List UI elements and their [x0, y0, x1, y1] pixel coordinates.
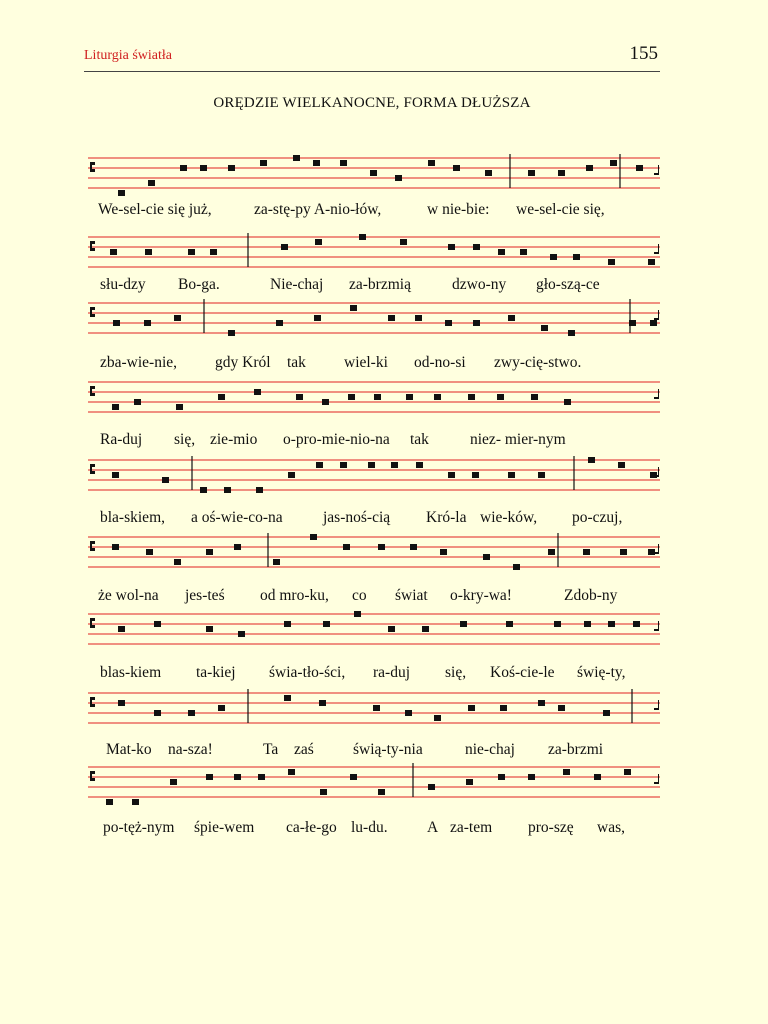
staff-system-2: [88, 236, 660, 276]
neume-punctum: [320, 789, 327, 795]
neume-punctum: [405, 710, 412, 716]
staff-system-4: [88, 381, 660, 421]
lyric-syllable-group: was,: [597, 819, 625, 836]
lyric-syllable-group: świę-ty,: [577, 664, 626, 681]
neume-punctum: [354, 611, 361, 617]
neume-punctum: [395, 175, 402, 181]
neume-punctum: [288, 472, 295, 478]
neume-punctum: [400, 239, 407, 245]
neume-punctum: [558, 705, 565, 711]
lyric-syllable-group: świat: [395, 587, 428, 604]
c-clef-icon: [90, 241, 95, 251]
neume-punctum: [483, 554, 490, 560]
staff-system-5: [88, 459, 660, 499]
lyric-syllable-group: ta-kiej: [196, 664, 236, 681]
neume-punctum: [276, 320, 283, 326]
running-header-section: Liturgia światła: [84, 48, 172, 63]
neume-punctum: [234, 774, 241, 780]
neume-punctum: [238, 631, 245, 637]
neume-punctum: [180, 165, 187, 171]
neume-punctum: [508, 315, 515, 321]
neume-punctum: [548, 549, 555, 555]
lyrics-line-1: [88, 201, 660, 225]
neume-punctum: [388, 315, 395, 321]
staff-system-1: [88, 157, 660, 197]
custos-icon: [654, 700, 659, 710]
lyric-syllable-group: zba-wie-nie,: [100, 354, 178, 371]
lyric-syllable-group: że wol-na: [98, 587, 159, 604]
neume-punctum: [200, 487, 207, 493]
lyrics-line-2: [88, 276, 660, 300]
neume-punctum: [218, 705, 225, 711]
lyric-syllable-group: świa-tło-ści,: [269, 664, 346, 681]
lyric-syllable-group: Bo-ga.: [178, 276, 220, 293]
lyric-syllable-group: lu-du.: [351, 819, 388, 836]
neume-punctum: [453, 165, 460, 171]
neume-punctum: [112, 472, 119, 478]
lyric-syllable-group: się,: [445, 664, 467, 681]
lyric-syllable-group: po-tęż-nym: [103, 819, 175, 836]
neume-punctum: [206, 626, 213, 632]
neume-punctum: [340, 462, 347, 468]
custos-icon: [654, 621, 659, 631]
neume-punctum: [506, 621, 513, 627]
custos-icon: [654, 774, 659, 784]
neume-punctum: [315, 239, 322, 245]
neume-punctum: [472, 472, 479, 478]
neume-punctum: [416, 462, 423, 468]
neume-punctum: [350, 305, 357, 311]
lyric-syllable-group: zwy-cię-stwo.: [494, 354, 582, 371]
lyric-syllable-group: Zdob-ny: [564, 587, 618, 604]
lyric-syllable-group: jas-noś-cią: [323, 509, 391, 526]
neume-punctum: [206, 774, 213, 780]
lyric-syllable-group: po-czuj,: [572, 509, 623, 526]
neume-punctum: [132, 799, 139, 805]
neume-punctum: [284, 695, 291, 701]
neume-punctum: [528, 774, 535, 780]
lyrics-line-8: [88, 741, 660, 765]
lyric-syllable-group: za-brzmi: [548, 741, 604, 758]
c-clef-icon: [90, 162, 95, 172]
neume-punctum: [373, 705, 380, 711]
neume-punctum: [434, 715, 441, 721]
neume-punctum: [176, 404, 183, 410]
neume-punctum: [313, 160, 320, 166]
neume-punctum: [584, 621, 591, 627]
page-number: 155: [629, 43, 658, 64]
c-clef-icon: [90, 771, 95, 781]
neume-punctum: [528, 170, 535, 176]
neume-punctum: [281, 244, 288, 250]
lyric-syllable-group: wie-ków,: [480, 509, 538, 526]
neume-punctum: [359, 234, 366, 240]
neume-punctum: [162, 477, 169, 483]
neume-punctum: [319, 700, 326, 706]
neume-punctum: [296, 394, 303, 400]
lyrics-line-4: [88, 431, 660, 455]
neume-punctum: [340, 160, 347, 166]
neume-punctum: [520, 249, 527, 255]
lyric-syllable-group: od mro-ku,: [260, 587, 329, 604]
neume-punctum: [316, 462, 323, 468]
lyric-syllable-group: Ra-duj: [100, 431, 143, 448]
lyric-syllable-group: gdy Król: [215, 354, 271, 371]
neume-punctum: [112, 544, 119, 550]
lyric-syllable-group: bla-skiem,: [100, 509, 165, 526]
custos-icon: [654, 244, 659, 254]
staff-system-6: [88, 536, 660, 576]
custos-icon: [654, 389, 659, 399]
lyric-syllable-group: od-no-si: [414, 354, 466, 371]
lyric-syllable-group: niez- mier-nym: [470, 431, 566, 448]
lyric-syllable-group: zie-mio: [210, 431, 258, 448]
neume-punctum: [500, 705, 507, 711]
neume-punctum: [288, 769, 295, 775]
neume-punctum: [188, 249, 195, 255]
neume-punctum: [497, 394, 504, 400]
neume-punctum: [415, 315, 422, 321]
neume-punctum: [440, 549, 447, 555]
neume-punctum: [170, 779, 177, 785]
lyrics-line-6: [88, 587, 660, 611]
neume-punctum: [106, 799, 113, 805]
neume-punctum: [374, 394, 381, 400]
neume-punctum: [323, 621, 330, 627]
header-divider: [84, 71, 660, 72]
neume-punctum: [422, 626, 429, 632]
neume-punctum: [256, 487, 263, 493]
neume-punctum: [293, 155, 300, 161]
lyrics-line-3: [88, 354, 660, 378]
neume-punctum: [573, 254, 580, 260]
neume-punctum: [564, 399, 571, 405]
neume-punctum: [508, 472, 515, 478]
lyric-syllable-group: ca-łe-go: [286, 819, 337, 836]
neume-punctum: [148, 180, 155, 186]
neume-punctum: [200, 165, 207, 171]
lyric-syllable-group: nie-chaj: [465, 741, 515, 758]
neume-punctum: [410, 544, 417, 550]
lyric-syllable-group: się,: [174, 431, 196, 448]
neume-punctum: [610, 160, 617, 166]
neume-punctum: [583, 549, 590, 555]
neume-punctum: [348, 394, 355, 400]
neume-punctum: [485, 170, 492, 176]
neume-punctum: [254, 389, 261, 395]
lyric-syllable-group: Kró-la: [426, 509, 467, 526]
neume-punctum: [154, 710, 161, 716]
neume-punctum: [468, 705, 475, 711]
lyric-syllable-group: a oś-wie-co-na: [191, 509, 283, 526]
neume-punctum: [210, 249, 217, 255]
neume-punctum: [228, 330, 235, 336]
neume-punctum: [498, 774, 505, 780]
neume-punctum: [378, 789, 385, 795]
lyric-syllable-group: za-stę-py A-nio-łów,: [254, 201, 382, 218]
lyric-syllable-group: jes-teś: [185, 587, 225, 604]
neume-punctum: [428, 784, 435, 790]
lyric-syllable-group: A: [427, 819, 439, 836]
lyric-syllable-group: słu-dzy: [100, 276, 146, 293]
c-clef-icon: [90, 386, 95, 396]
neume-punctum: [466, 779, 473, 785]
lyric-syllable-group: wiel-ki: [344, 354, 388, 371]
neume-punctum: [618, 462, 625, 468]
lyric-syllable-group: śpie-wem: [194, 819, 255, 836]
neume-punctum: [538, 700, 545, 706]
neume-punctum: [558, 170, 565, 176]
neume-punctum: [322, 399, 329, 405]
lyric-syllable-group: o-pro-mie-nio-na: [283, 431, 390, 448]
neume-punctum: [343, 544, 350, 550]
neume-punctum: [531, 394, 538, 400]
neume-punctum: [218, 394, 225, 400]
c-clef-icon: [90, 697, 95, 707]
c-clef-icon: [90, 307, 95, 317]
lyric-syllable-group: zaś: [294, 741, 314, 758]
neume-punctum: [550, 254, 557, 260]
neume-punctum: [388, 626, 395, 632]
neume-punctum: [118, 626, 125, 632]
lyric-syllable-group: We-sel-cie się już,: [98, 201, 212, 218]
neume-punctum: [603, 710, 610, 716]
neume-punctum: [350, 774, 357, 780]
lyric-syllable-group: dzwo-ny: [452, 276, 507, 293]
neume-punctum: [460, 621, 467, 627]
neume-punctum: [594, 774, 601, 780]
lyric-syllable-group: gło-szą-ce: [536, 276, 600, 293]
neume-punctum: [258, 774, 265, 780]
neume-punctum: [633, 621, 640, 627]
neume-punctum: [648, 259, 655, 265]
c-clef-icon: [90, 541, 95, 551]
neume-punctum: [448, 472, 455, 478]
neume-punctum: [636, 165, 643, 171]
lyric-syllable-group: Mat-ko: [106, 741, 152, 758]
lyrics-line-7: [88, 664, 660, 688]
neume-punctum: [145, 249, 152, 255]
neume-punctum: [144, 320, 151, 326]
staff-system-8: [88, 692, 660, 732]
lyrics-line-5: [88, 509, 660, 533]
lyric-syllable-group: w nie-bie:: [427, 201, 490, 218]
lyric-syllable-group: co: [352, 587, 367, 604]
neume-punctum: [468, 394, 475, 400]
neume-punctum: [314, 315, 321, 321]
neume-punctum: [563, 769, 570, 775]
staff-system-3: [88, 302, 660, 342]
neume-punctum: [174, 559, 181, 565]
neume-punctum: [513, 564, 520, 570]
neume-punctum: [260, 160, 267, 166]
neume-punctum: [224, 487, 231, 493]
neume-punctum: [134, 399, 141, 405]
neume-punctum: [554, 621, 561, 627]
lyric-syllable-group: na-sza!: [168, 741, 213, 758]
custos-icon: [654, 310, 659, 320]
neume-punctum: [154, 621, 161, 627]
custos-icon: [654, 165, 659, 175]
neume-punctum: [620, 549, 627, 555]
chant-title: ORĘDZIE WIELKANOCNE, FORMA DŁUŻSZA: [213, 95, 531, 111]
neume-punctum: [112, 404, 119, 410]
neume-punctum: [473, 244, 480, 250]
neume-punctum: [498, 249, 505, 255]
neume-punctum: [370, 170, 377, 176]
staff-system-7: [88, 613, 660, 653]
neume-punctum: [118, 700, 125, 706]
lyric-syllable-group: Ta: [263, 741, 279, 758]
c-clef-icon: [90, 464, 95, 474]
neume-punctum: [648, 549, 655, 555]
neume-punctum: [146, 549, 153, 555]
neume-punctum: [650, 320, 657, 326]
neume-punctum: [273, 559, 280, 565]
neume-punctum: [538, 472, 545, 478]
neume-punctum: [206, 549, 213, 555]
lyric-syllable-group: tak: [287, 354, 306, 371]
lyrics-line-9: [88, 819, 660, 843]
neume-punctum: [234, 544, 241, 550]
neume-punctum: [568, 330, 575, 336]
neume-punctum: [368, 462, 375, 468]
neume-punctum: [113, 320, 120, 326]
neume-punctum: [541, 325, 548, 331]
lyric-syllable-group: pro-szę: [528, 819, 574, 836]
neume-punctum: [310, 534, 317, 540]
neume-punctum: [448, 244, 455, 250]
neume-punctum: [624, 769, 631, 775]
lyric-syllable-group: za-tem: [450, 819, 493, 836]
neume-punctum: [608, 259, 615, 265]
neume-punctum: [228, 165, 235, 171]
neume-punctum: [428, 160, 435, 166]
neume-punctum: [586, 165, 593, 171]
neume-punctum: [406, 394, 413, 400]
neume-punctum: [608, 621, 615, 627]
neume-punctum: [445, 320, 452, 326]
c-clef-icon: [90, 618, 95, 628]
staff-system-9: [88, 766, 660, 806]
neume-punctum: [110, 249, 117, 255]
lyric-syllable-group: o-kry-wa!: [450, 587, 512, 604]
neume-punctum: [378, 544, 385, 550]
neume-punctum: [391, 462, 398, 468]
neume-punctum: [284, 621, 291, 627]
lyric-syllable-group: tak: [410, 431, 429, 448]
lyric-syllable-group: blas-kiem: [100, 664, 162, 681]
lyric-syllable-group: świą-ty-nia: [353, 741, 423, 758]
lyric-syllable-group: Koś-cie-le: [490, 664, 555, 681]
neume-punctum: [188, 710, 195, 716]
neume-punctum: [434, 394, 441, 400]
lyric-syllable-group: ra-duj: [373, 664, 411, 681]
lyric-syllable-group: za-brzmią: [349, 276, 411, 293]
neume-punctum: [174, 315, 181, 321]
lyric-syllable-group: we-sel-cie się,: [516, 201, 605, 218]
neume-punctum: [473, 320, 480, 326]
lyric-syllable-group: Nie-chaj: [270, 276, 324, 293]
neume-punctum: [118, 190, 125, 196]
neume-punctum: [588, 457, 595, 463]
